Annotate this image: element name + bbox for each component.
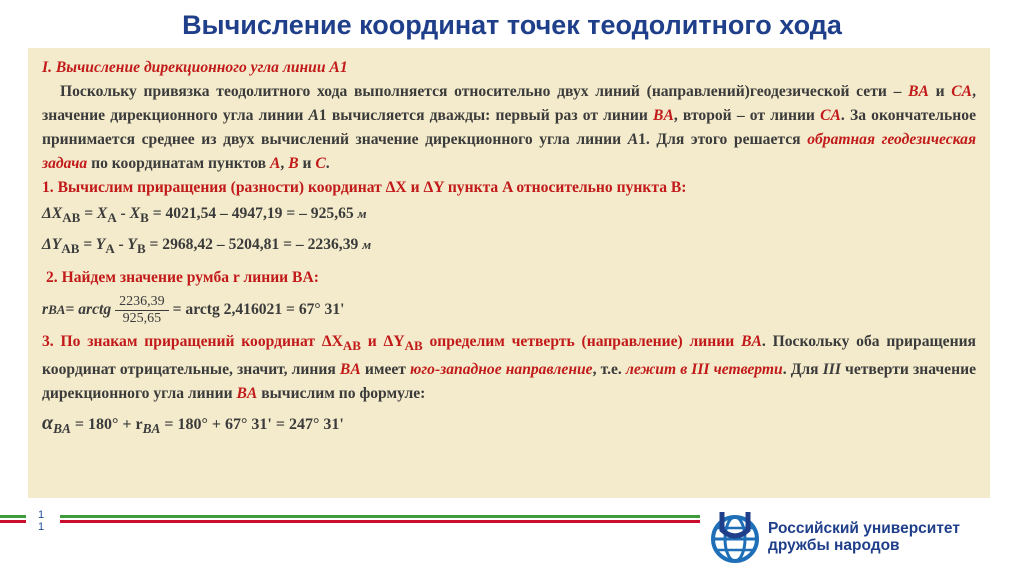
step2-text: 2. Найдем значение румба r линии BA: (46, 269, 319, 287)
text-run: по координатам пунктов (87, 155, 270, 172)
text-run: юго-западное направление (410, 361, 593, 379)
text-run: . За окончательное принимается среднее из двух вычислений значение дирекционного угла линии (42, 107, 976, 148)
rumb-formula: r BA = arctg $\frac{2236,39}{925,65}$ = arctg 2,416021 = 67° 31' (42, 293, 345, 326)
intro-paragraph (42, 80, 976, 176)
text-run: и (298, 155, 316, 172)
content-panel (28, 48, 990, 498)
text-run: III (822, 361, 841, 379)
section-heading: I. Вычисление дирекционного угла линии А1 (42, 59, 348, 76)
text-run: BA (339, 361, 361, 379)
text-run: AB (404, 338, 423, 354)
text-run: BA (741, 333, 762, 351)
text-run: , (280, 155, 289, 172)
rumb-fraction: $\frac{2236,39}{925,65}$ (115, 294, 169, 327)
text-run: BA (236, 385, 258, 403)
text-run: вычислим по формуле: (257, 385, 426, 403)
text-run: четверти значение дирекционного угла линии (42, 361, 976, 403)
text-run: BA (908, 83, 929, 100)
text-run: 1 вычисляется дважды: первый раз от линии (318, 107, 654, 124)
text-run: и (928, 83, 952, 100)
text-run: BA (653, 107, 674, 124)
text-run: . (761, 333, 773, 351)
text-run: лежит в III четверти (625, 361, 783, 379)
text-run: и ΔY (360, 333, 405, 351)
text-run: CA (951, 83, 973, 100)
text-run: Поскольку оба приращения координат отрицательные, значит, линия (42, 333, 976, 379)
text-run: , второй – от линии (673, 107, 821, 124)
slide-title: Вычисление координат точек теодолитного хода (182, 10, 842, 40)
text-run: имеет (360, 361, 411, 379)
text-run: обратная геодезическая задача (42, 131, 977, 172)
step3-paragraph (42, 330, 976, 406)
formula-dy: $\Delta Y_{AB} = Y_A - Y_B = 2968,42 - 5204,81$ = – 2236,39 м (42, 236, 372, 257)
text-run: 3. По знакам приращений координат ΔX (42, 333, 343, 351)
text-run: геодезической сети – (749, 83, 909, 100)
text-run: B (288, 155, 299, 172)
university-name: Российский университет дружбы народов (768, 520, 960, 554)
page-number: 1 1 (37, 509, 45, 533)
text-run: CA (820, 107, 841, 124)
text-run: A (627, 131, 639, 148)
text-run: . Для (782, 361, 823, 379)
alpha-formula: $\alpha_{BA} = 180^\circ + r_{BA} = 180^\circ + 67^\circ$ 31' = 247° 31' (42, 412, 344, 437)
text-run: определим четверть (направление) линии (422, 333, 742, 351)
step1-text: 1. Вычислим приращения (разности) координат ΔX и ΔY пункта A относительно пункта B: (42, 179, 687, 196)
text-run: A (308, 107, 319, 124)
globe-logo-icon (706, 508, 764, 566)
text-run: 1. Для этого решается (638, 131, 808, 148)
text-run: A (269, 155, 281, 172)
text-run: , значение дирекционного угла линии (42, 83, 976, 124)
formula-dx: $\Delta X_{AB} = X_A - X_B = 4021,54 - 4947,19$ = – 925,65 м (42, 205, 367, 226)
text-run: , т.е. (592, 361, 626, 379)
text-run: AB (342, 338, 361, 354)
text-run: Поскольку привязка теодолитного хода выполняется относительно двух линий (направлений) (60, 83, 750, 100)
text-run: . (325, 155, 330, 172)
text-run: C (315, 155, 326, 172)
